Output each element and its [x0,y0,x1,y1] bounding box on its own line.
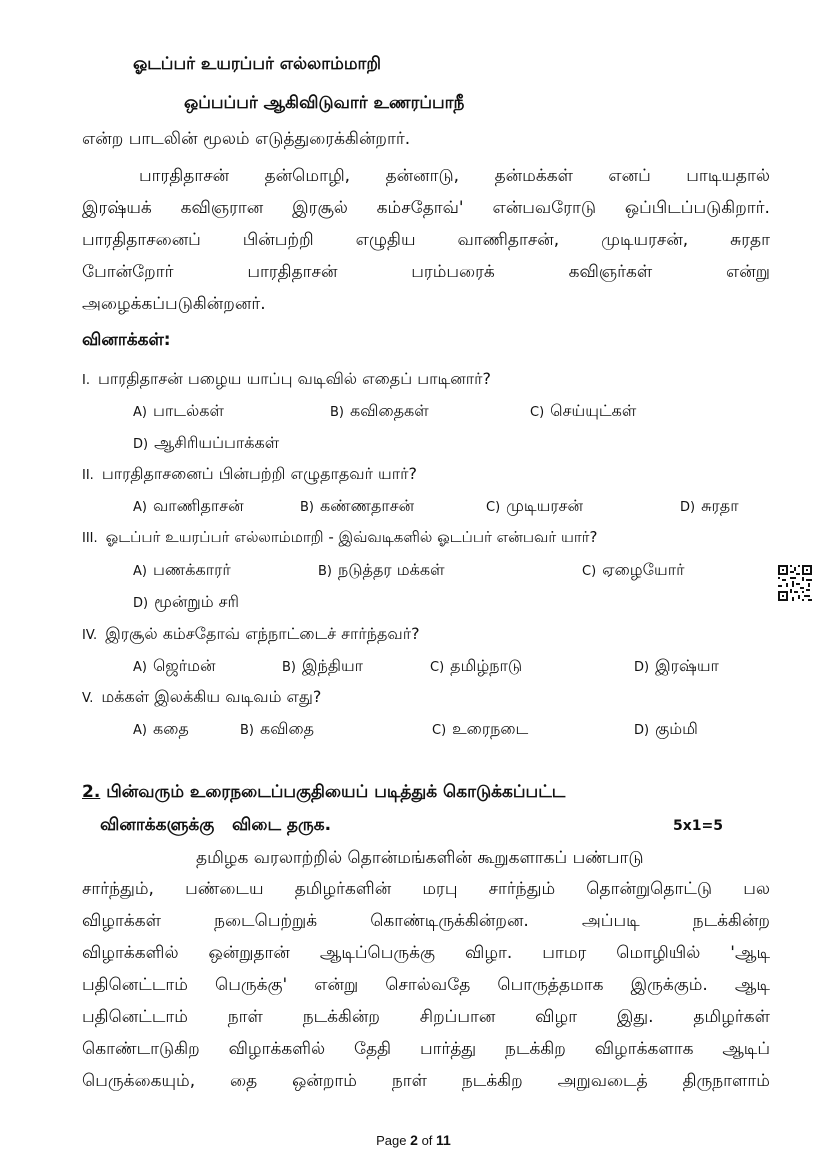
paragraph2-line-4: விழாக்களில் ஒன்றுதான் ஆடிப்பெருக்கு விழா. பாமர மொழியில் 'ஆடி [82,943,770,963]
paragraph2-line-7: கொண்டாடுகிற விழாக்களில் தேதி பார்த்து நடக்கிற விழாக்களாக ஆடிப் [82,1039,770,1059]
q4-option-c[interactable]: C) தமிழ்நாடு [430,656,523,675]
paragraph2-line-2: சார்ந்தும், பண்டைய தமிழர்களின் மரபு சார்ந்தும் தொன்றுதொட்டு பல [82,879,770,899]
question-4: IV. இரசூல் கம்சதோவ் எந்நாட்டைச் சார்ந்தவர்? [82,624,420,643]
q3-option-d[interactable]: D) மூன்றும் சரி [133,592,240,611]
q3-option-a[interactable]: A) பணக்காரர் [133,560,231,579]
page-number: Page 2 of 11 [376,1132,451,1148]
paragraph1-line-2: இரஷ்யக் கவிஞரான இரசூல் கம்சதோவ்' என்பவரோடு ஒப்பிடப்படுகிறார். [82,198,770,218]
paragraph1-line-5: அழைக்கப்படுகின்றனர். [82,294,266,314]
question-2: II. பாரதிதாசனைப் பின்பற்றி எழுதாதவர் யார்? [82,464,417,483]
paragraph2-line-3: விழாக்கள் நடைபெற்றுக் கொண்டிருக்கின்றன. அப்படி நடக்கின்ற [82,911,770,931]
q4-option-b[interactable]: B) இந்தியா [282,656,364,675]
q5-option-a[interactable]: A) கதை [133,719,189,738]
section2-heading: 2. பின்வரும் உரைநடைப்பகுதியைப் படித்துக் கொடுக்கப்பட்ட [82,782,566,802]
section2-marks: 5x1=5 [673,818,723,834]
q2-option-d[interactable]: D) சுரதா [680,496,739,515]
verse-caption: என்ற பாடலின் மூலம் எடுத்துரைக்கின்றார். [82,129,411,149]
q1-option-d[interactable]: D) ஆசிரியப்பாக்கள் [133,433,280,452]
q5-option-c[interactable]: C) உரைநடை [432,719,529,738]
paragraph2-line-5: பதினெட்டாம் பெருக்கு' என்று சொல்வதே பொருத்தமாக இருக்கும். ஆடி [82,975,770,995]
paragraph2-line-8: பெருக்கையும், தை ஒன்றாம் நாள் நடக்கிற அறுவடைத் திருநாளாம் [82,1071,770,1091]
q2-option-b[interactable]: B) கண்ணதாசன் [300,496,415,515]
question-1: I. பாரதிதாசன் பழைய யாப்பு வடிவில் எதைப் பாடினார்? [82,369,491,388]
q5-option-b[interactable]: B) கவிதை [240,719,314,738]
q1-option-a[interactable]: A) பாடல்கள் [133,401,224,420]
section2-heading-line2: வினாக்களுக்கு விடை தருக. [100,815,332,835]
q1-option-b[interactable]: B) கவிதைகள் [330,401,429,420]
q4-option-a[interactable]: A) ஜெர்மன் [133,656,216,675]
q1-option-c[interactable]: C) செய்யுட்கள் [530,401,637,420]
paragraph1-line-3: பாரதிதாசனைப் பின்பற்றி எழுதிய வாணிதாசன், முடியரசன், சுரதா [82,230,770,250]
paragraph2-line-6: பதினெட்டாம் நாள் நடக்கின்ற சிறப்பான விழா இது. தமிழர்கள் [82,1007,770,1027]
q5-option-d[interactable]: D) கும்மி [634,719,698,738]
qr-code-icon [777,564,813,602]
q4-option-d[interactable]: D) இரஷ்யா [634,656,719,675]
paragraph2-line-1: தமிழக வரலாற்றில் தொன்மங்களின் கூறுகளாகப் பண்பாடு [196,848,644,868]
q2-option-a[interactable]: A) வாணிதாசன் [133,496,244,515]
q3-option-c[interactable]: C) ஏழையோர் [582,560,685,579]
questions-heading: வினாக்கள்: [82,330,171,350]
paragraph1-line-4: போன்றோர் பாரதிதாசன் பரம்பரைக் கவிஞர்கள் என்று [82,262,770,282]
verse-line-1: ஓடப்பர் உயரப்பர் எல்லாம்மாறி [133,54,382,74]
question-3: III. ஓடப்பர் உயரப்பர் எல்லாம்மாறி - இவ்வடிகளில் ஓடப்பர் என்பவர் யார்? [82,528,598,546]
q2-option-c[interactable]: C) முடியரசன் [486,496,584,515]
verse-line-2: ஒப்பப்பர் ஆகிவிடுவார் உணரப்பாநீ [184,93,465,113]
question-5: V. மக்கள் இலக்கிய வடிவம் எது? [82,687,322,706]
paragraph1-line-1: பாரதிதாசன் தன்மொழி, தன்னாடு, தன்மக்கள் எனப் பாடியதால் [139,166,770,186]
q3-option-b[interactable]: B) நடுத்தர மக்கள் [318,560,445,579]
